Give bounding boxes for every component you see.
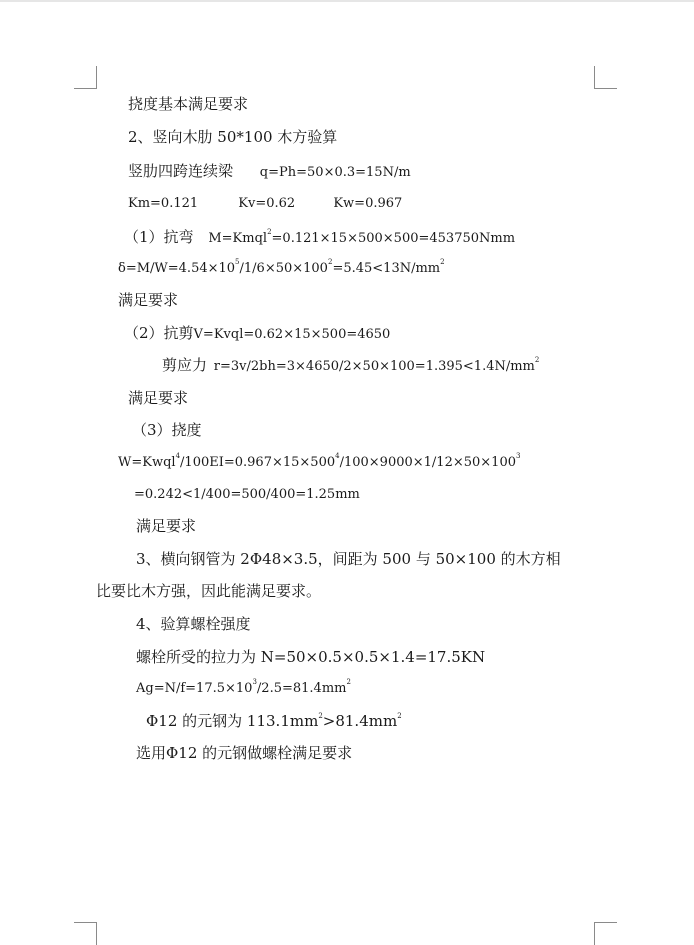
text-line: [128, 388, 188, 408]
superscript: 4: [175, 452, 181, 460]
superscript: 5: [235, 258, 240, 266]
text-line: [118, 290, 178, 310]
superscript: 2: [534, 356, 540, 364]
text-line: [136, 743, 352, 763]
formula: /1/6×50×100: [239, 261, 328, 276]
formula: q=Ph=50×0.3=15N/m: [259, 165, 411, 180]
page-top-edge: [0, 0, 694, 2]
text-run: 螺栓所受的拉力为 N=50×0.5×0.5×1.4=17.5KN: [136, 648, 486, 666]
text-line: [132, 420, 202, 440]
text-run: 竖肋四跨连续梁: [128, 162, 234, 180]
superscript: 2: [440, 258, 445, 266]
formula: δ=M/W=4.54×10: [118, 261, 236, 276]
text-line: [136, 516, 196, 536]
text-line: [146, 711, 402, 731]
section-heading: [136, 614, 251, 634]
text-line: [162, 355, 539, 377]
text-run: 比要比木方强，因此能满足要求。: [96, 582, 322, 600]
crop-mark-top-left: [74, 66, 97, 89]
formula: r=3v/2bh=3×4650/2×50×100=1.395<1.4N/mm: [213, 359, 535, 374]
text-run: （2）抗剪: [124, 324, 194, 342]
coefficient-kv: Kv=0.62: [238, 196, 296, 211]
text-line: [96, 581, 321, 601]
text-run: 剪应力: [162, 356, 208, 374]
text-line: [128, 161, 411, 183]
text-run: （3）挠度: [132, 421, 202, 439]
text-line: [124, 227, 515, 249]
text-run: 挠度基本满足要求: [128, 95, 249, 113]
formula: M=Kmql: [208, 231, 268, 246]
text-run: 满足要求: [118, 291, 179, 309]
text-line: [124, 323, 390, 345]
text-run: 满足要求: [128, 389, 189, 407]
formula-line: [134, 485, 360, 505]
text-line: [128, 94, 248, 114]
superscript: 3: [516, 452, 521, 460]
superscript: 4: [335, 452, 340, 460]
formula: V=Kvql=0.62×15×500=4650: [193, 327, 391, 342]
formula-line: [118, 259, 445, 279]
text-run: 满足要求: [136, 517, 197, 535]
text-run: Φ12 的元钢为 113.1mm: [146, 712, 319, 730]
superscript: 2: [397, 712, 402, 720]
text-run: 4、验算螺栓强度: [136, 615, 251, 633]
coefficient-line: [128, 194, 402, 214]
text-line: [136, 549, 561, 569]
superscript: 2: [267, 228, 272, 236]
formula-line: [118, 453, 520, 473]
crop-mark-top-right: [594, 66, 617, 89]
text-line: [136, 647, 485, 667]
formula: /100×9000×1/12×50×100: [339, 455, 516, 470]
formula: Ag=N/f=17.5×10: [136, 681, 253, 696]
text-run: 选用Φ12 的元钢做螺栓满足要求: [136, 744, 353, 762]
superscript: 3: [252, 678, 257, 686]
text-run: >81.4mm: [322, 712, 398, 730]
formula-line: [136, 679, 351, 699]
formula: =0.242<1/400=500/400=1.25mm: [134, 487, 360, 502]
superscript: 2: [318, 712, 323, 720]
text-run: （1）抗弯: [124, 228, 194, 246]
text-run: 3、横向钢管为 2Φ48×3.5，间距为 500 与 50×100 的木方相: [136, 550, 561, 568]
formula: /100EI=0.967×15×500: [180, 455, 336, 470]
text-run: 2、竖向木肋 50*100 木方验算: [128, 128, 338, 146]
superscript: 2: [327, 258, 333, 266]
formula: /2.5=81.4mm: [256, 681, 347, 696]
formula: =0.121×15×500×500=453750Nmm: [271, 231, 516, 246]
formula: W=Kwql: [118, 455, 176, 470]
section-heading: [128, 127, 337, 147]
coefficient-kw: Kw=0.967: [333, 196, 403, 211]
coefficient-km: Km=0.121: [128, 196, 199, 211]
superscript: 2: [346, 678, 351, 686]
formula: =5.45<13N/mm: [332, 261, 441, 276]
